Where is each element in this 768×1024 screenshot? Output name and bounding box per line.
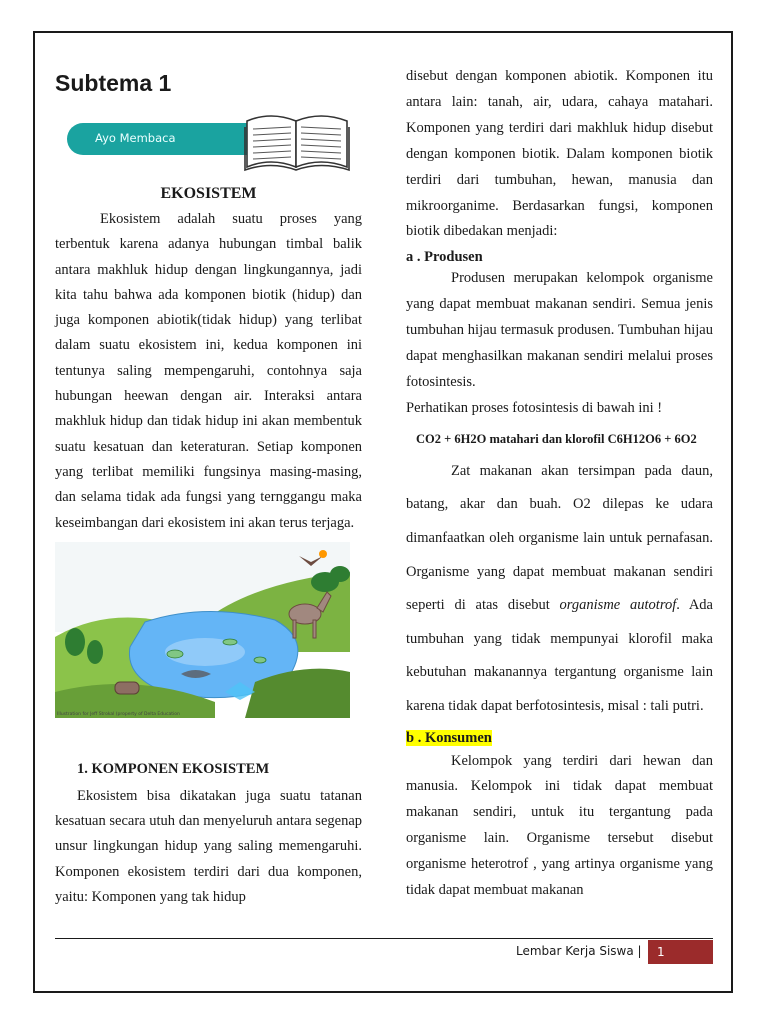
abiotik-paragraph: disebut dengan komponen abiotik. Komponen itu antara lain: tanah, air, udara, cahaya matahari. Komponen yang terdiri dari makhluk hidup disebut dengan komponen biotik. Dalam komponen biotik terdiri dari tumbuhan, hewan, manusia dan mikroorganime. Berdasarkan fungsi, komponen biotik dibedakan menjadi: (406, 68, 713, 240)
right-column (406, 60, 713, 904)
left-column (55, 60, 362, 910)
intro-paragraph: Ekosistem adalah suatu proses yang terbentuk karena adanya hubungan timbal balik antara makhluk hidup dengan lingkungannya, jadi kita tahu bahwa ada komponen biotik (hidup) dan juga komponen abiotik(tidak hidup) yang terlibat dalam suatu ekosistem ini, kedua komponen ini tentunya saling mempengaruhi, contohnya saja hubungan heewan dengan air. Interaksi antara makhluk hidup dan tidak hidup ini akan membentuk suatu kesatuan dan keteraturan. Setiap komponen yang terlibat memiliki fungsinya masing-masing, dan selama tidak ada fungsi yang ternggangu maka keseimbangan dari ekosistem ini akan terus terjaga. (55, 211, 362, 531)
ecosystem-illustration (55, 542, 350, 718)
produsen-note: Perhatikan proses fotosintesis di bawah ini ! (406, 399, 663, 416)
subtema-title: Subtema 1 (55, 70, 172, 96)
zat-text-a: Zat makanan akan tersimpan pada daun, batang, akar dan buah. O2 dilepas ke udara dimanfaatkan oleh organisme lain untuk pernafasan. Organisme yang dapat membuat makanan sendiri seperti di atas disebut (406, 462, 713, 614)
open-book-icon (241, 107, 353, 173)
illustration-credit: Illustration for Jeff Strokal (property of Delta Education (57, 711, 180, 717)
komponen-heading: 1. KOMPONEN EKOSISTEM (77, 760, 270, 777)
produsen-paragraph: Produsen merupakan kelompok organisme yang dapat membuat makanan sendiri. Semua jenis tumbuhan hijau termasuk produsen. Tumbuhan hijau dapat menghasilkan makanan sendiri melalui proses fotosintesis. (406, 270, 713, 390)
footer-divider (55, 938, 713, 939)
page-number-box (648, 940, 713, 964)
footer-label: Lembar Kerja Siswa | (516, 944, 642, 958)
konsumen-paragraph: Kelompok yang terdiri dari hewan dan manusia. Kelompok ini tidak dapat membuat makanan sendiri, untuk itu tergantung pada organisme lain. Organisme tersebut disebut organisme heterotrof , yang artinya organisme yang tidak dapat membuat makanan (406, 752, 713, 899)
photosynthesis-formula: CO2 + 6H2O matahari dan klorofil C6H12O6 + 6O2 (416, 431, 697, 446)
ekosistem-heading: EKOSISTEM (160, 185, 257, 202)
banner-label: Ayo Membaca (95, 131, 176, 145)
autotrof-term: organisme autotrof (559, 597, 677, 614)
zat-text-b: . Ada tumbuhan yang tidak mempunyai klorofil maka kebutuhan makanannya tergantung organisme lain karena tidak dapat berfotosintesis, misal : tali putri. (406, 597, 713, 714)
konsumen-heading: b . Konsumen (406, 729, 492, 746)
zat-paragraph (406, 455, 713, 724)
produsen-heading: a . Produsen (406, 249, 483, 266)
ayo-membaca-banner (55, 109, 362, 167)
komponen-paragraph: Ekosistem bisa dikatakan juga suatu tatanan kesatuan secara utuh dan menyeluruh antara segenap unsur lingkungan hidup yang saling memengaruhi. Komponen ekosistem terdiri dari dua komponen, yaitu: Komponen yang tak hidup (55, 787, 362, 906)
page-number: 1 (657, 945, 665, 959)
